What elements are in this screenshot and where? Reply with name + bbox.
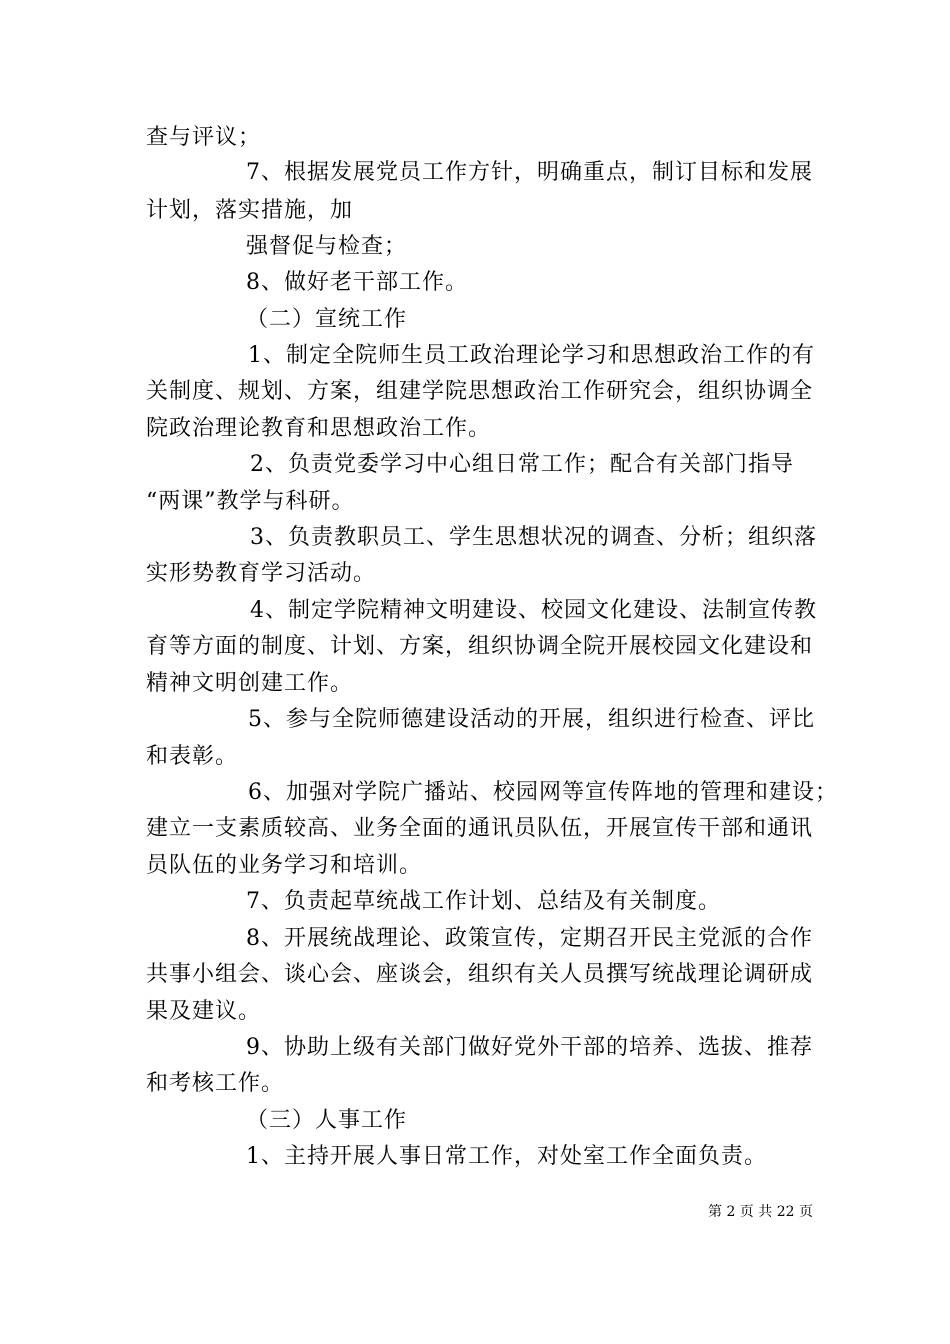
text-line-13: 4、制定学院精神文明建设、校园文化建设、法制宣传教 (250, 598, 817, 623)
text-line-24: 果及建议。 (146, 999, 262, 1024)
text-line-25: 9、协助上级有关部门做好党外干部的培养、选拔、推荐 (246, 1035, 813, 1060)
page-number-footer: 第 2 页 共 22 页 (708, 1204, 813, 1220)
text-line-2: 计划，落实措施，加 (146, 198, 354, 223)
text-line-17: 和表彰。 (146, 744, 239, 769)
text-line-14: 育等方面的制度、计划、方案，组织协调全院开展校园文化建设和 (146, 634, 814, 659)
text-line-7: 关制度、规划、方案，组建学院思想政治工作研究会，组织协调全 (146, 379, 814, 404)
section-heading-2: （二）宣统工作 (246, 307, 408, 332)
text-line-19: 建立一支素质较高、业务全面的通讯员队伍，开展宣传干部和通讯 (146, 816, 814, 841)
text-line-22: 8、开展统战理论、政策宣传，定期召开民主党派的合作 (246, 926, 813, 951)
text-line-23: 共事小组会、谈心会、座谈会，组织有关人员撰写统战理论调研成 (146, 962, 814, 987)
text-line-28: 1、主持开展人事日常工作，对处室工作全面负责。 (246, 1144, 767, 1169)
section-heading-3: （三）人事工作 (246, 1108, 408, 1133)
text-line-6: 1、制定全院师生员工政治理论学习和思想政治工作的有 (248, 343, 815, 368)
text-line-20: 员队伍的业务学习和培训。 (146, 853, 423, 878)
text-line-12: 实形势教育学习活动。 (146, 561, 377, 586)
text-line-1: 7、根据发展党员工作方针，明确重点，制订目标和发展 (246, 160, 813, 185)
text-line-3: 强督促与检查； (246, 234, 408, 259)
text-line-8: 院政治理论教育和思想政治工作。 (146, 416, 492, 441)
text-line-15: 精神文明创建工作。 (146, 671, 354, 696)
text-line-16: 5、参与全院师德建设活动的开展，组织进行检查、评比 (248, 707, 815, 732)
text-line-21: 7、负责起草统战工作计划、总结及有关制度。 (246, 889, 721, 914)
text-line-10: “两课”教学与科研。 (146, 489, 355, 514)
text-line-4: 8、做好老干部工作。 (246, 270, 468, 295)
text-line-26: 和考核工作。 (146, 1071, 285, 1096)
text-line-18: 6、加强对学院广播站、校园网等宣传阵地的管理和建设； (248, 780, 838, 805)
text-line-9: 2、负责党委学习中心组日常工作；配合有关部门指导 (250, 452, 794, 477)
text-line-0: 查与评议； (146, 125, 262, 150)
text-line-11: 3、负责教职员工、学生思想状况的调查、分析；组织落 (250, 525, 817, 550)
